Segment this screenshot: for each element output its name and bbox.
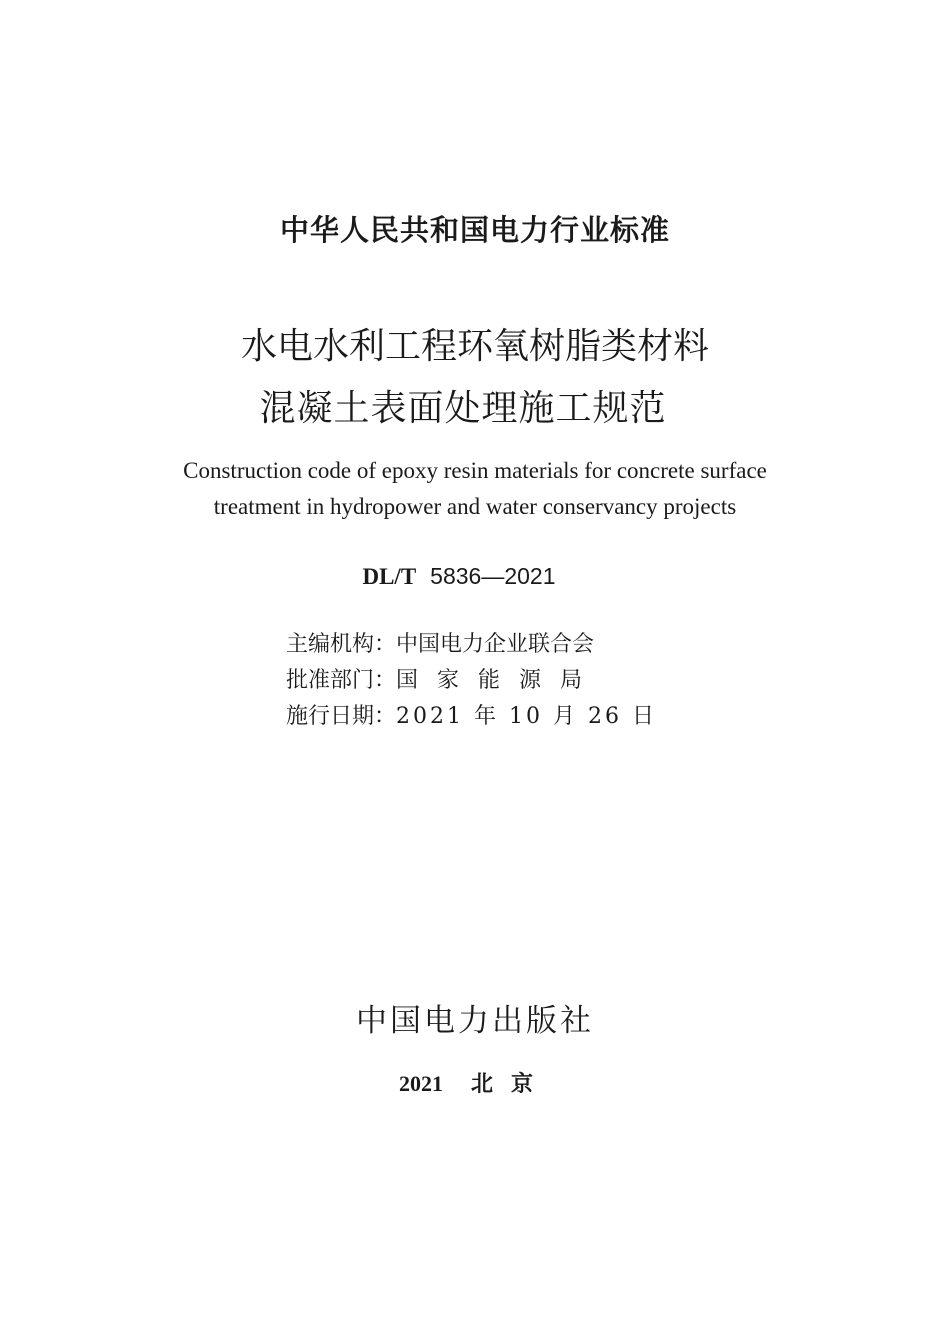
standard-code [0,563,934,590]
effective-date-row [286,699,657,735]
title-english-line-1: Construction code of epoxy resin materials for concrete surface [183,458,767,483]
imprint-year: 2021 [398,1071,443,1096]
approver-value: 国家能源局 [396,668,602,693]
editor-value: 中国电力企业联合会 [396,632,595,657]
publication-info [286,627,657,735]
title-chinese-line-2: 混凝土表面处理施工规范 [259,388,667,429]
effective-date-value: 2021 年 10 月 26 日 [396,704,657,729]
standard-series-title: 中华人民共和国电力行业标准 [279,213,670,247]
approver-row [286,663,657,699]
approver-label: 批准部门： [286,668,397,693]
editor-label: 主编机构： [286,632,397,657]
imprint-line [0,1067,950,1098]
title-english-line-2: treatment in hydropower and water conservancy projects [213,494,737,519]
imprint-city: 北京 [470,1072,551,1097]
effective-date-label: 施行日期： [286,704,397,729]
editor-row [286,627,657,663]
publisher-name: 中国电力出版社 [356,1003,594,1039]
title-chinese-line-1: 水电水利工程环氧树脂类材料 [240,326,709,367]
standard-code-prefix: DL/T [362,564,417,589]
standard-code-number: 5836—2021 [430,563,556,589]
